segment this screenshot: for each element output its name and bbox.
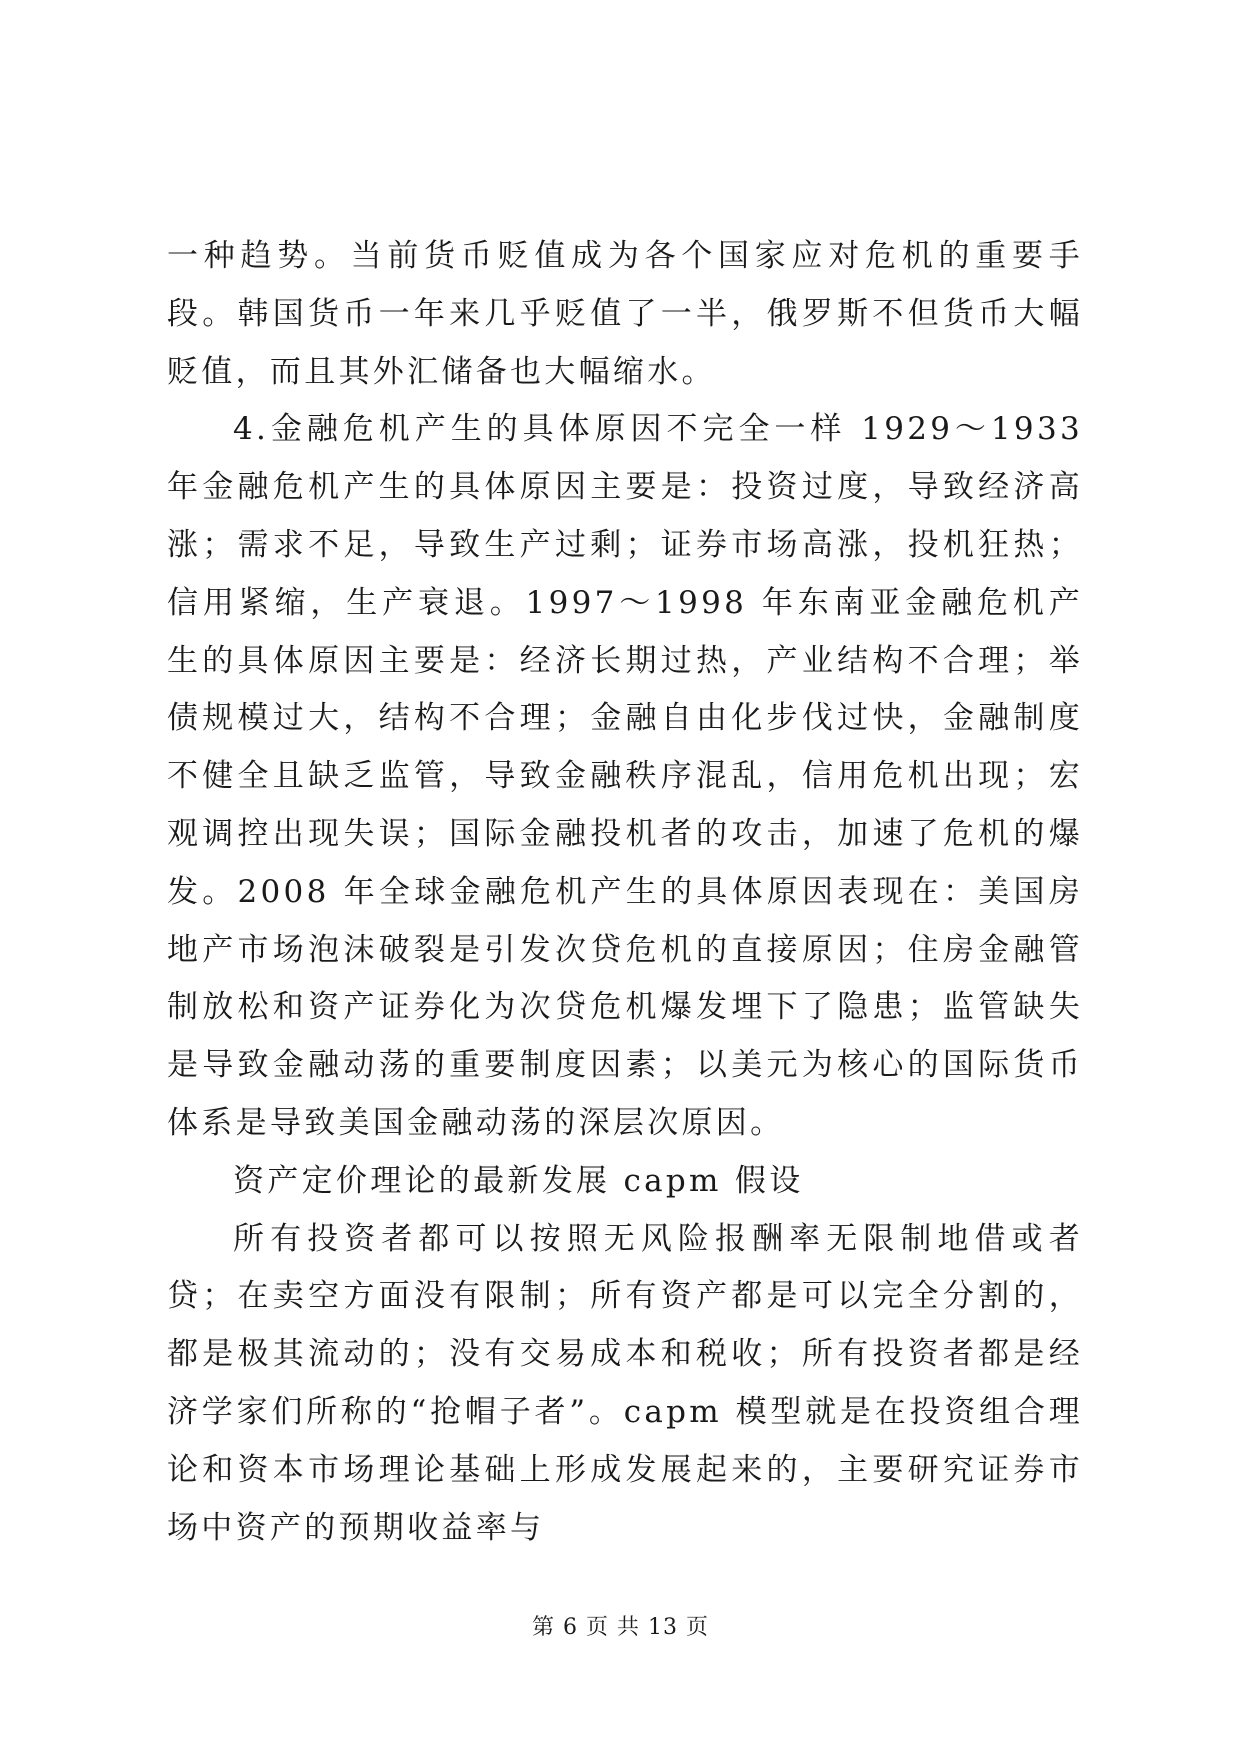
paragraph-capm-assumptions: 所有投资者都可以按照无风险报酬率无限制地借或者贷；在卖空方面没有限制；所有资产都是可以完全分割的，都是极其流动的；没有交易成本和税收；所有投资者都是经济学家们所称的“抢帽子者”。capm 模型就是在投资组合理论和资本市场理论基础上形成发展起来的，主要研究证券市场中资产的预期收益率与 [167, 1220, 1083, 1546]
paragraph-crisis-causes: 4.金融危机产生的具体原因不完全一样 1929～1933 年金融危机产生的具体原因主要是：投资过度，导致经济高涨；需求不足，导致生产过剩；证券市场高涨，投机狂热；信用紧缩，生产衰退。1997～1998 年东南亚金融危机产生的具体原因主要是：经济长期过热，产业结构不合理；举债规模过大，结构不合理；金融自由化步伐过快，金融制度不健全且缺乏监管，导致金融秩序混乱，信用危机出现；宏观调控出现失误；国际金融投机者的攻击，加速了危机的爆发。2008 年全球金融危机产生的具体原因表现在：美国房地产市场泡沫破裂是引发次贷危机的直接原因；住房金融管制放松和资产证券化为次贷危机爆发埋下了隐患；监管缺失是导致金融动荡的重要制度因素；以美元为核心的国际货币体系是导致美国金融动荡的深层次原因。 [167, 411, 1083, 1141]
page-number-footer: 第 6 页 共 13 页 [532, 1615, 709, 1640]
paragraph-currency-devaluation: 一种趋势。当前货币贬值成为各个国家应对危机的重要手段。韩国货币一年来几乎贬值了一半，俄罗斯不但货币大幅贬值，而且其外汇储备也大幅缩水。 [167, 238, 1083, 390]
section-heading-capm: 资产定价理论的最新发展 capm 假设 [233, 1162, 804, 1199]
body-text [167, 228, 1083, 1557]
